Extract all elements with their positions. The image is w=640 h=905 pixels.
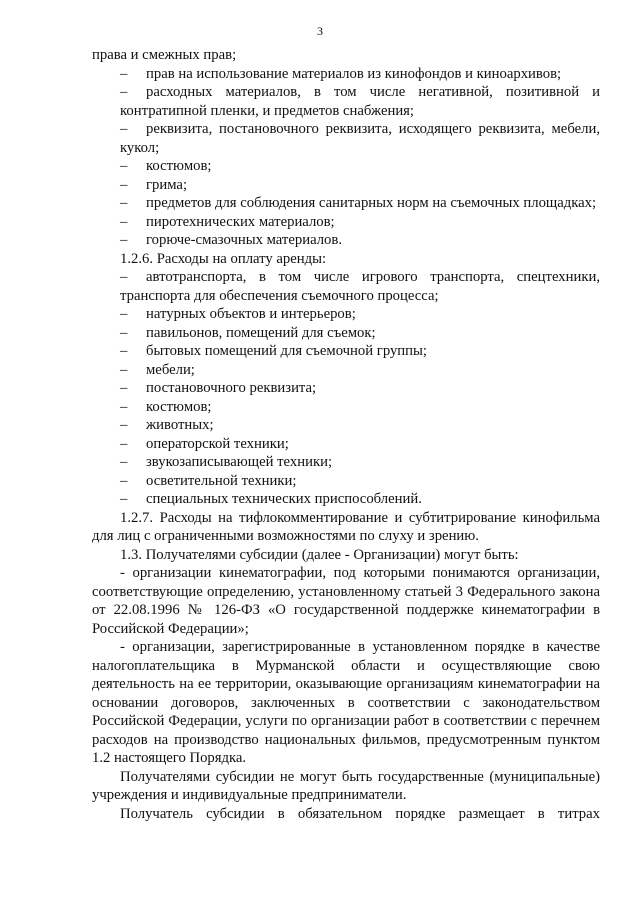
list-item: [92, 324, 600, 343]
dash-marker: –: [120, 213, 128, 230]
paragraph: - организации, зарегистрированные в установленном порядке в качестве налогоплательщика в Мурманской области и осуществляющие свою деятельность на ее территории, оказывающие организациям кинематографии на основании договоров, заключенных в соответствии с законодательством Российской Федерации, услуги по организации работ в соответствии с перечнем расходов на производство национальных фильмов, предусмотренным пунктом 1.2 настоящего Порядка.: [92, 639, 600, 766]
list-item: [92, 120, 600, 157]
dash-marker: –: [120, 121, 128, 137]
list-item: [92, 194, 600, 213]
paragraph: Получатель субсидии в обязательном порядке размещает в титрах: [120, 805, 600, 822]
dash-marker: –: [120, 158, 128, 174]
list-item: [92, 490, 600, 509]
dash-marker: –: [120, 435, 128, 452]
paragraph-continuation: права и смежных прав;: [92, 47, 237, 63]
list-item-text: автотранспорта, в том числе игрового транспорта, спецтехники, транспорта для обеспечения съемочного процесса;: [120, 269, 600, 304]
dash-marker: –: [120, 306, 128, 322]
dash-marker: –: [120, 195, 128, 211]
list-item: [92, 157, 600, 176]
list-item: [92, 398, 600, 417]
dash-marker: –: [120, 324, 128, 341]
list-item-text: постановочного реквизита;: [146, 380, 317, 396]
list-item: [92, 435, 600, 454]
list-item-text: реквизита, постановочного реквизита, исходящего реквизита, мебели, кукол;: [120, 121, 600, 156]
list-item-text: натурных объектов и интерьеров;: [146, 306, 356, 322]
list-item-text: костюмов;: [146, 398, 212, 415]
dash-marker: –: [120, 398, 128, 415]
list-item: [92, 472, 600, 491]
list-item-text: павильонов, помещений для съемок;: [146, 324, 376, 341]
page-number: 3: [317, 24, 323, 38]
dash-marker: –: [120, 491, 128, 507]
list-item-text: пиротехнических материалов;: [146, 213, 335, 230]
list-item: [92, 416, 600, 435]
section-heading: 1.2.6. Расходы на оплату аренды:: [120, 250, 327, 267]
list-item: [92, 268, 600, 305]
list-item-text: операторской техники;: [146, 435, 289, 452]
list-item: [92, 231, 600, 250]
dash-marker: –: [120, 269, 128, 285]
section-heading: 1.3. Получателями субсидии (далее - Организации) могут быть:: [120, 546, 519, 563]
dash-marker: –: [120, 454, 128, 470]
list-item: [92, 213, 600, 232]
dash-marker: –: [120, 343, 128, 359]
list-item-text: звукозаписывающей техники;: [146, 454, 333, 470]
dash-marker: –: [120, 417, 128, 433]
paragraph: Получателями субсидии не могут быть государственные (муниципальные) учреждения и индивидуальные предприниматели.: [92, 768, 600, 803]
list-item-text: осветительной техники;: [146, 472, 297, 489]
list-item-text: животных;: [146, 417, 214, 433]
list-item-text: расходных материалов, в том числе негативной, позитивной и контратипной пленки, и предметов снабжения;: [120, 84, 600, 119]
dash-marker: –: [120, 380, 128, 396]
list-item: [92, 305, 600, 324]
paragraph: 1.2.7. Расходы на тифлокомментирование и субтитрирование кинофильма для лиц с ограниченными возможностями по слуху и зрению.: [92, 509, 600, 544]
dash-marker: –: [120, 65, 128, 82]
list-item-text: предметов для соблюдения санитарных норм на съемочных площадках;: [146, 195, 597, 211]
list-item-text: горюче-смазочных материалов.: [146, 232, 342, 248]
list-item: [92, 379, 600, 398]
list-item-text: прав на использование материалов из кинофондов и киноархивов;: [146, 65, 562, 82]
dash-marker: –: [120, 176, 128, 193]
list-item: [92, 342, 600, 361]
list-item: [92, 453, 600, 472]
list-item: [92, 176, 600, 195]
list-item: [92, 83, 600, 120]
dash-marker: –: [120, 361, 128, 378]
list-item: [92, 361, 600, 380]
paragraph: - организации кинематографии, под которыми понимаются организации, соответствующие определению, установленному статьей 3 Федерального закона от 22.08.1996 № 126-ФЗ «О государственной поддержке кинематографии в Российской Федерации»;: [92, 565, 600, 637]
dash-marker: –: [120, 472, 128, 489]
dash-marker: –: [120, 84, 128, 100]
list-item-text: мебели;: [146, 361, 195, 378]
list-item-text: костюмов;: [146, 158, 212, 174]
document-body: [92, 46, 600, 823]
dash-marker: –: [120, 232, 128, 248]
list-item: [92, 65, 600, 84]
list-item-text: бытовых помещений для съемочной группы;: [146, 343, 427, 359]
list-item-text: грима;: [146, 176, 188, 193]
list-item-text: специальных технических приспособлений.: [146, 491, 422, 507]
